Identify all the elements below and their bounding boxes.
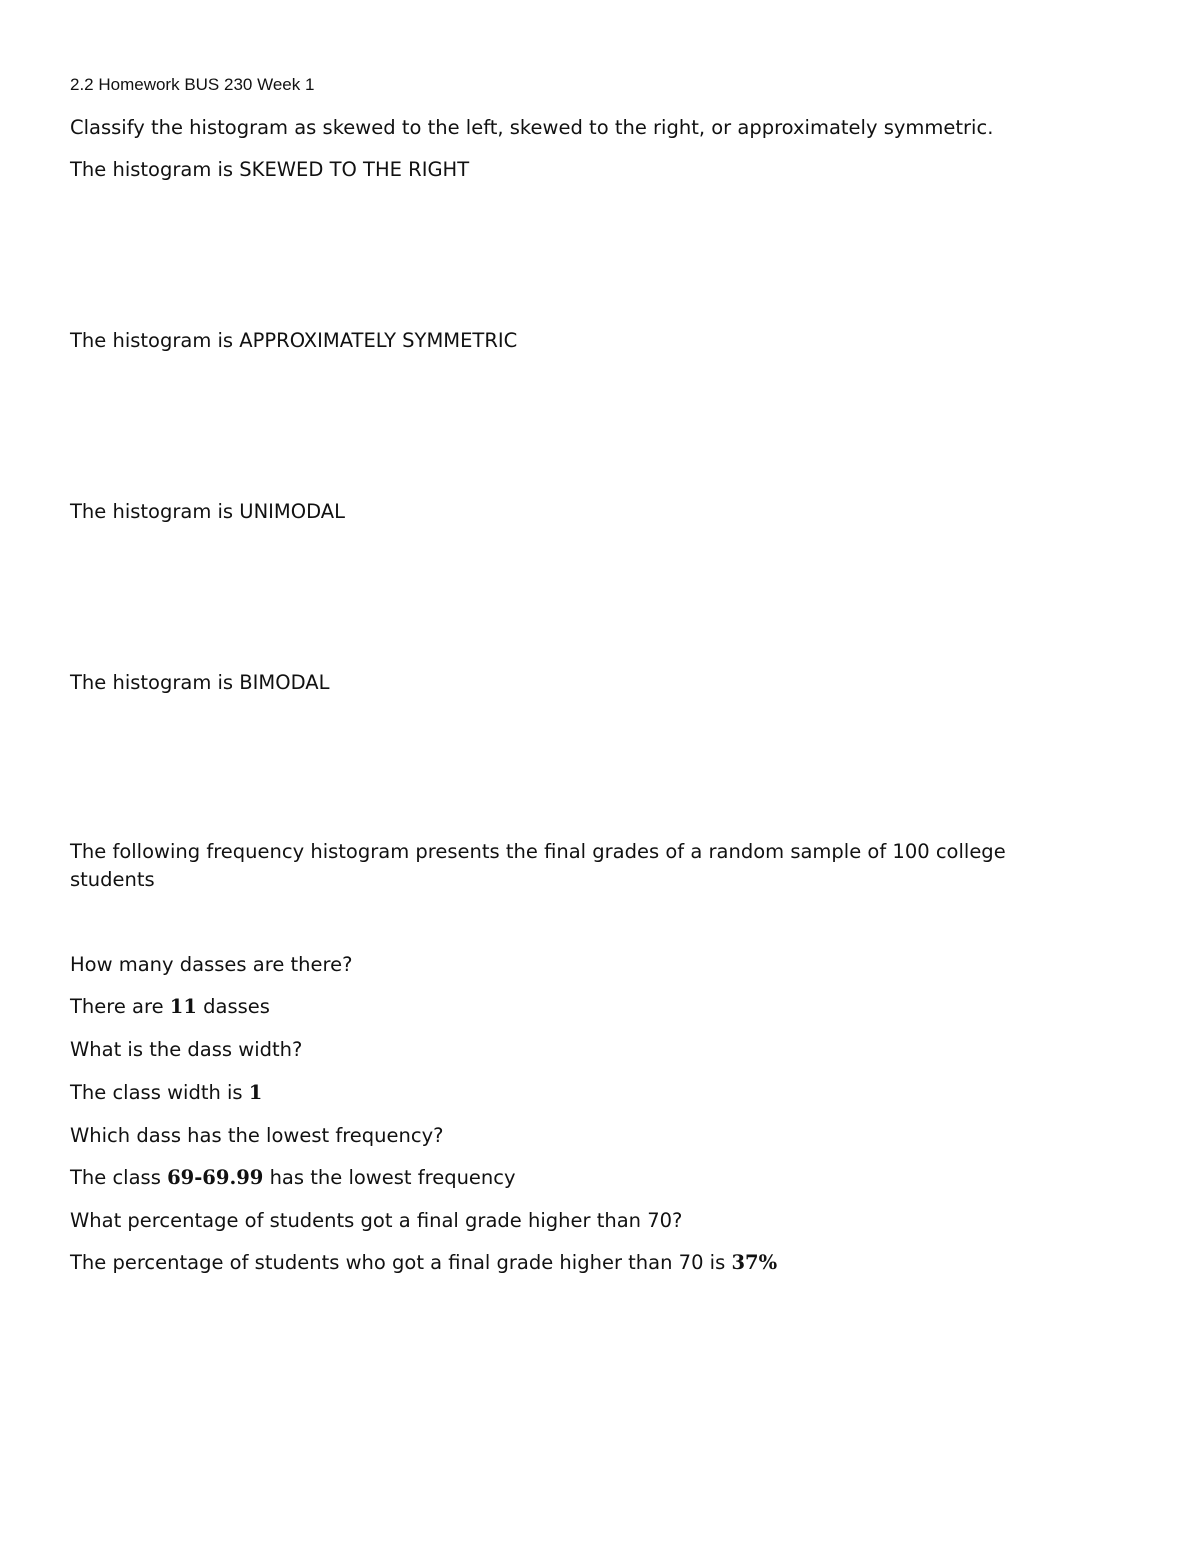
- question-classes: How many dasses are there?: [70, 953, 353, 976]
- question-lowest-frequency: Which dass has the lowest frequency?: [70, 1124, 444, 1147]
- answer-lowest-suffix: has the lowest frequency: [263, 1166, 516, 1189]
- answer-unimodal: The histogram is UNIMODAL: [70, 500, 345, 523]
- answer-skewed-right: The histogram is SKEWED TO THE RIGHT: [70, 158, 470, 181]
- answer-approximately-symmetric: The histogram is APPROXIMATELY SYMMETRIC: [70, 329, 518, 352]
- answer-bimodal: The histogram is BIMODAL: [70, 671, 330, 694]
- answer-classes: [70, 993, 270, 1021]
- answer-percentage-prefix: The percentage of students who got a final grade higher than 70 is: [70, 1251, 732, 1274]
- classify-prompt: Classify the histogram as skewed to the left, skewed to the right, or approximately symmetric.: [70, 116, 994, 139]
- frequency-intro: The following frequency histogram presents the final grades of a random sample of 100 college students: [70, 840, 1006, 891]
- answer-classes-prefix: There are: [70, 995, 170, 1018]
- answer-lowest-value: 69-69.99: [167, 1166, 264, 1189]
- answer-classes-suffix: dasses: [196, 995, 270, 1018]
- answer-width-value: 1: [248, 1081, 263, 1104]
- document-heading: 2.2 Homework BUS 230 Week 1: [70, 75, 315, 94]
- answer-lowest-prefix: The class: [70, 1166, 168, 1189]
- answer-percentage: [70, 1249, 777, 1277]
- answer-width-prefix: The class width is: [70, 1081, 249, 1104]
- answer-width: [70, 1079, 262, 1107]
- answer-percentage-value: 37%: [731, 1251, 778, 1274]
- answer-classes-value: 11: [169, 995, 197, 1018]
- question-percentage: What percentage of students got a final grade higher than 70?: [70, 1209, 683, 1232]
- answer-lowest-frequency: [70, 1164, 516, 1192]
- question-width: What is the dass width?: [70, 1038, 303, 1061]
